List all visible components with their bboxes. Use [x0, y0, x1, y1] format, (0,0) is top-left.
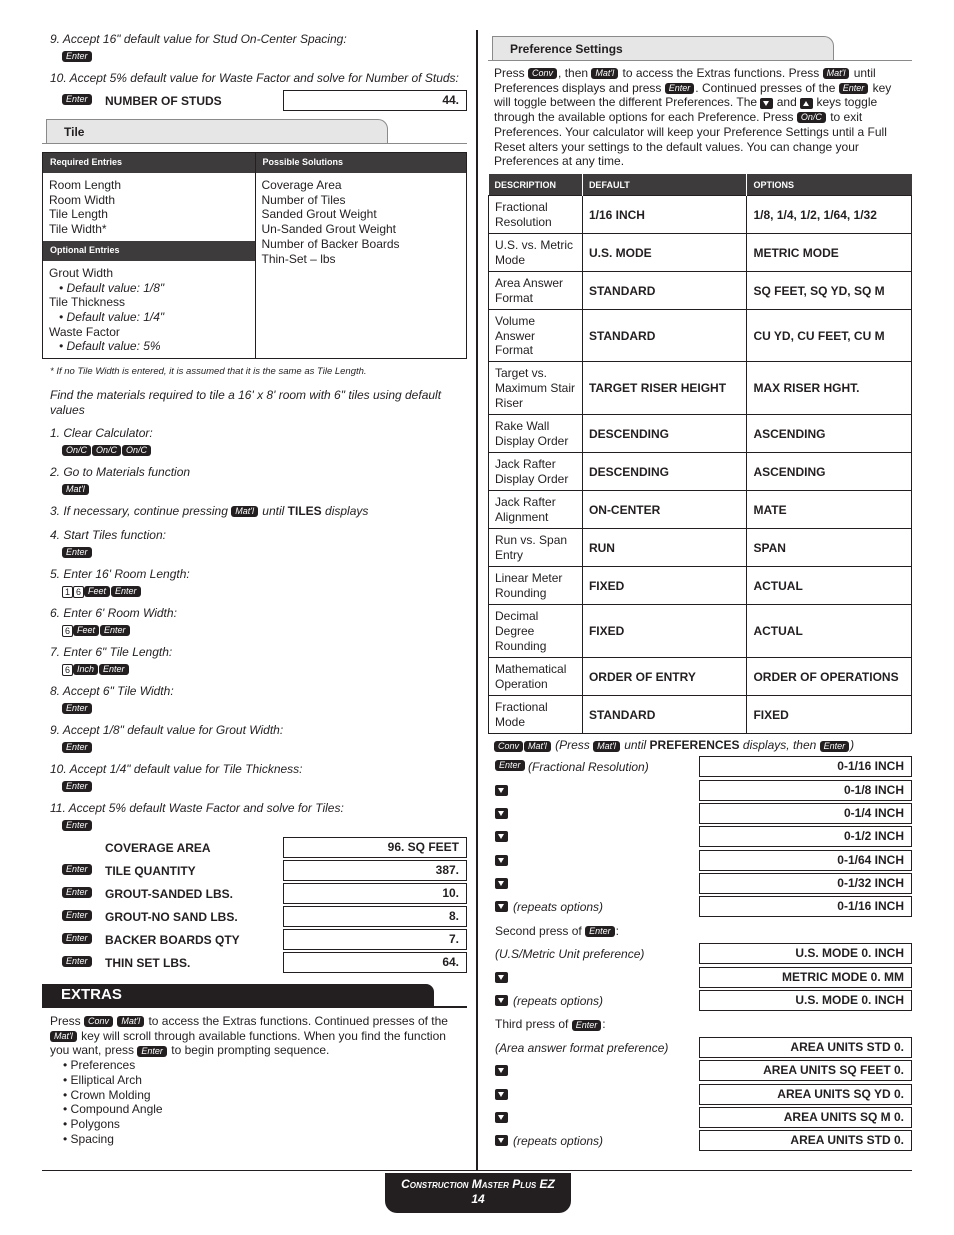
- pref-options: MATE: [747, 491, 912, 529]
- pref-options: METRIC MODE: [747, 234, 912, 272]
- pref-options: ACTUAL: [747, 567, 912, 605]
- sequence-label: (Fractional Resolution): [528, 760, 649, 775]
- pref-description: U.S. vs. Metric Mode: [489, 234, 583, 272]
- table-row: [489, 529, 912, 567]
- step-8: 8. Accept 6" Tile Width:: [50, 684, 174, 699]
- feet-key: Feet: [84, 586, 110, 597]
- pref-options: 1/8, 1/4, 1/2, 1/64, 1/32: [747, 196, 912, 234]
- sequence-intro: Conv Mat'l (Press Mat'l until PREFERENCES displays, then Enter ): [488, 738, 912, 753]
- table-row: [489, 567, 912, 605]
- sequence-row: [488, 895, 912, 918]
- list-item: • Preferences: [63, 1058, 136, 1073]
- extras-description: Press Conv Mat'l to access the Extras functions. Continued presses of the Mat'l key will scroll through available functions. When you find the function you want, press Enter to begin prompting sequence.: [50, 1014, 448, 1058]
- enter-key: Enter: [99, 664, 129, 675]
- sequence-row: [488, 849, 912, 872]
- sequence-row: [488, 825, 912, 848]
- step-3: 3. If necessary, continue pressing Mat'l until TILES displays: [50, 504, 369, 519]
- enter-key: Enter: [62, 742, 92, 753]
- enter-key: Enter: [62, 703, 92, 714]
- table-row: [489, 658, 912, 696]
- tile-footnote: * If no Tile Width is entered, it is assumed that it is the same as Tile Length.: [50, 366, 367, 378]
- enter-key: Enter: [62, 956, 92, 967]
- conv-key: Conv: [84, 1016, 113, 1027]
- sequence-row: [488, 1083, 912, 1106]
- enter-key: Enter: [62, 933, 92, 944]
- sequence-row: [488, 872, 912, 895]
- digit-key: 6: [62, 625, 73, 637]
- enter-key: Enter: [495, 760, 525, 771]
- down-arrow-icon: [495, 901, 508, 912]
- pref-description: Decimal Degree Rounding: [489, 605, 583, 658]
- down-arrow-icon: [495, 1089, 508, 1100]
- required-entries-list: Room Length Room Width Tile Length Tile Width*: [49, 178, 122, 237]
- tile-entries-table: [42, 152, 467, 359]
- down-arrow-icon: [495, 831, 508, 842]
- conv-key: Conv: [494, 741, 523, 752]
- sequence-row: [488, 942, 912, 965]
- table-row: [489, 272, 912, 310]
- enter-key: Enter: [100, 625, 130, 636]
- table-row: [489, 415, 912, 453]
- conv-key: Conv: [528, 68, 557, 79]
- preference-intro: Press Conv , then Mat'l to access the Extras functions. Press Mat'l until Preferences displays and press Enter . Continued presses of the Enter key will toggle between the different Preferences. The and keys toggle through the available options for each Preference. Press On/C to exit Preferences. Your calculator will keep your Preference Settings until a Full Reset alters your settings to the default values. You can change your Preferences at any time.: [494, 66, 892, 169]
- pref-default: STANDARD: [582, 696, 747, 734]
- pref-description: Run vs. Span Entry: [489, 529, 583, 567]
- sequence-label: (repeats options): [513, 900, 604, 915]
- feet-key: Feet: [73, 625, 99, 636]
- step-10: 10. Accept 1/4" default value for Tile Thickness:: [50, 762, 303, 777]
- footer-title: Construction Master Plus EZ: [401, 1177, 555, 1191]
- enter-key: Enter: [62, 547, 92, 558]
- on-c-key: On/C: [797, 112, 826, 123]
- pref-default: TARGET RISER HEIGHT: [582, 362, 747, 415]
- list-item: • Spacing: [63, 1131, 114, 1146]
- matl-key: Mat'l: [823, 68, 850, 79]
- table-row: [489, 696, 912, 734]
- optional-entries-list: Grout Width • Default value: 1/8" Tile Thickness • Default value: 1/4" Waste Factor • Default value: 5%: [49, 265, 165, 354]
- table-header-row: DESCRIPTION DEFAULT OPTIONS: [489, 174, 912, 196]
- down-arrow-icon: [495, 1065, 508, 1076]
- result-row: Enter GROUT-NO SAND LBS. 8.: [42, 906, 467, 929]
- optional-entries-header: Optional Entries: [43, 241, 255, 261]
- footer-rule: [42, 1170, 912, 1171]
- step-1: 1. Clear Calculator:: [50, 426, 153, 441]
- enter-key: Enter: [111, 586, 141, 597]
- pref-description: Area Answer Format: [489, 272, 583, 310]
- pref-description: Jack Rafter Alignment: [489, 491, 583, 529]
- down-arrow-icon: [495, 808, 508, 819]
- example-intro: Find the materials required to tile a 16' x 8' room with 6" tiles using default values: [50, 388, 442, 418]
- enter-key: Enter: [62, 51, 92, 62]
- sequence-value: AREA UNITS SQ YD 0.: [699, 1084, 912, 1105]
- list-item: • Polygons: [63, 1116, 120, 1131]
- sequence-value: AREA UNITS STD 0.: [699, 1037, 912, 1058]
- table-row: [489, 234, 912, 272]
- table-row: [489, 310, 912, 362]
- matl-key: Mat'l: [524, 741, 551, 752]
- result-row: Enter BACKER BOARDS QTY 7.: [42, 929, 467, 952]
- sequence-value: 0-1/8 INCH: [699, 780, 912, 801]
- preference-table: [488, 174, 912, 735]
- sequence-row: Second press of Enter :: [495, 923, 619, 938]
- sequence-value: U.S. MODE 0. INCH: [699, 943, 912, 964]
- enter-key: Enter: [62, 781, 92, 792]
- pref-options: SQ FEET, SQ YD, SQ M: [747, 272, 912, 310]
- intro-step-9: 9. Accept 16" default value for Stud On-Center Spacing:: [50, 32, 347, 46]
- tile-section-header: [42, 119, 467, 144]
- sequence-row: [488, 1059, 912, 1082]
- possible-solutions-header: Possible Solutions: [256, 153, 467, 173]
- table-row: [489, 362, 912, 415]
- tile-results: [42, 837, 467, 975]
- sequence-row: [488, 779, 912, 802]
- pref-options: ASCENDING: [747, 453, 912, 491]
- tile-section-title: Tile: [46, 119, 388, 143]
- column-divider: [476, 30, 478, 1170]
- right-column: [488, 30, 912, 1153]
- sequence-row: [488, 755, 912, 778]
- pref-default: RUN: [582, 529, 747, 567]
- preference-section-title: Preference Settings: [492, 36, 834, 60]
- digit-key: 6: [73, 586, 84, 598]
- sequence-value: 0-1/4 INCH: [699, 803, 912, 824]
- down-arrow-icon: [495, 1112, 508, 1123]
- required-entries-header: Required Entries: [43, 153, 255, 173]
- enter-key: Enter: [820, 741, 850, 752]
- matl-key: Mat'l: [591, 68, 618, 79]
- pref-default: ON-CENTER: [582, 491, 747, 529]
- pref-default: STANDARD: [582, 310, 747, 362]
- pref-description: Rake Wall Display Order: [489, 415, 583, 453]
- list-item: • Compound Angle: [63, 1102, 163, 1117]
- digit-key: 6: [62, 664, 73, 676]
- down-arrow-icon: [495, 1135, 508, 1146]
- sequence-row: [488, 1129, 912, 1152]
- down-arrow-icon: [495, 855, 508, 866]
- sequence-label: (Area answer format preference): [495, 1040, 669, 1055]
- pref-options: CU YD, CU FEET, CU M: [747, 310, 912, 362]
- down-arrow-icon: [495, 785, 508, 796]
- step-2: 2. Go to Materials function: [50, 465, 191, 480]
- sequence-value: AREA UNITS SQ FEET 0.: [699, 1060, 912, 1081]
- page-number: 14: [471, 1192, 485, 1206]
- sequence-value: 0-1/64 INCH: [699, 850, 912, 871]
- pref-description: Fractional Mode: [489, 696, 583, 734]
- matl-key: Mat'l: [117, 1016, 144, 1027]
- matl-key: Mat'l: [50, 1031, 77, 1042]
- pref-options: ASCENDING: [747, 415, 912, 453]
- result-row: Enter THIN SET LBS. 64.: [42, 952, 467, 975]
- tile-steps: [42, 426, 467, 834]
- matl-key: Mat'l: [62, 484, 89, 495]
- list-item: • Elliptical Arch: [63, 1072, 142, 1087]
- step-6: 6. Enter 6' Room Width:: [50, 606, 177, 621]
- sequence-value: AREA UNITS SQ M 0.: [699, 1107, 912, 1128]
- pref-description: Target vs. Maximum Stair Riser: [489, 362, 583, 415]
- enter-key: Enter: [62, 887, 92, 898]
- preference-section-header: [488, 36, 912, 61]
- pref-options: ORDER OF OPERATIONS: [747, 658, 912, 696]
- up-arrow-icon: [800, 98, 813, 109]
- possible-solutions-list: Coverage Area Number of Tiles Sanded Grout Weight Un-Sanded Grout Weight Number of Backer Boards Thin-Set – lbs: [261, 178, 400, 266]
- enter-key: Enter: [62, 910, 92, 921]
- pref-default: DESCENDING: [582, 453, 747, 491]
- enter-key: Enter: [62, 94, 92, 105]
- sequence-rows: [488, 755, 912, 1153]
- inch-key: Inch: [73, 664, 98, 675]
- enter-key: Enter: [62, 820, 92, 831]
- sequence-label: (repeats options): [513, 994, 604, 1009]
- pref-description: Jack Rafter Display Order: [489, 453, 583, 491]
- extras-section-header: [42, 984, 467, 1008]
- pref-default: FIXED: [582, 605, 747, 658]
- matl-key: Mat'l: [231, 506, 258, 517]
- footer-tab: [385, 1173, 571, 1213]
- step-4: 4. Start Tiles function:: [50, 528, 166, 543]
- enter-key: Enter: [62, 864, 92, 875]
- sequence-value: 0-1/16 INCH: [699, 896, 912, 917]
- enter-key: Enter: [839, 83, 869, 94]
- intro-step-10: 10. Accept 5% default value for Waste Factor and solve for Number of Studs:: [50, 71, 459, 85]
- pref-description: Fractional Resolution: [489, 196, 583, 234]
- sequence-label: (U.S/Metric Unit preference): [495, 947, 645, 962]
- enter-key: Enter: [665, 83, 695, 94]
- digit-key: 1: [62, 586, 73, 598]
- list-item: • Crown Molding: [63, 1087, 151, 1102]
- sequence-row: [488, 1106, 912, 1129]
- step-11: 11. Accept 5% default Waste Factor and solve for Tiles:: [50, 801, 344, 816]
- pref-description: Linear Meter Rounding: [489, 567, 583, 605]
- intro-step-9-keys: [42, 49, 467, 65]
- studs-label: NUMBER OF STUDS: [105, 94, 222, 108]
- step-7: 7. Enter 6" Tile Length:: [50, 645, 173, 660]
- sequence-value: AREA UNITS STD 0.: [699, 1130, 912, 1151]
- sequence-value: U.S. MODE 0. INCH: [699, 990, 912, 1011]
- table-row: [489, 196, 912, 234]
- left-column: [42, 30, 467, 1146]
- result-row: COVERAGE AREA 96. SQ FEET: [42, 837, 467, 860]
- step-5: 5. Enter 16' Room Length:: [50, 567, 190, 582]
- sequence-row: [488, 1036, 912, 1059]
- pref-options: MAX RISER HGHT.: [747, 362, 912, 415]
- studs-value: 44.: [283, 90, 467, 111]
- enter-key: Enter: [585, 926, 615, 937]
- table-row: [489, 491, 912, 529]
- extras-title: EXTRAS: [42, 984, 434, 1006]
- pref-description: Volume Answer Format: [489, 310, 583, 362]
- pref-default: ORDER OF ENTRY: [582, 658, 747, 696]
- sequence-row: [488, 989, 912, 1012]
- enter-key: Enter: [572, 1020, 602, 1031]
- pref-options: SPAN: [747, 529, 912, 567]
- down-arrow-icon: [495, 995, 508, 1006]
- on-c-key: On/C: [92, 445, 121, 456]
- sequence-row: Third press of Enter :: [495, 1017, 606, 1032]
- pref-options: ACTUAL: [747, 605, 912, 658]
- pref-description: Mathematical Operation: [489, 658, 583, 696]
- table-row: [489, 453, 912, 491]
- sequence-value: 0-1/2 INCH: [699, 826, 912, 847]
- step-9: 9. Accept 1/8" default value for Grout Width:: [50, 723, 284, 738]
- on-c-key: On/C: [62, 445, 91, 456]
- sequence-row: [488, 966, 912, 989]
- table-row: [489, 605, 912, 658]
- sequence-value: 0-1/16 INCH: [699, 756, 912, 777]
- result-row: Enter TILE QUANTITY 387.: [42, 860, 467, 883]
- pref-options: FIXED: [747, 696, 912, 734]
- on-c-key: On/C: [122, 445, 151, 456]
- sequence-row: [488, 802, 912, 825]
- pref-default: 1/16 INCH: [582, 196, 747, 234]
- sequence-value: METRIC MODE 0. MM: [699, 967, 912, 988]
- down-arrow-icon: [495, 972, 508, 983]
- matl-key: Mat'l: [593, 741, 620, 752]
- down-arrow-icon: [495, 878, 508, 889]
- studs-result-row: [42, 90, 467, 113]
- pref-default: FIXED: [582, 567, 747, 605]
- pref-default: U.S. MODE: [582, 234, 747, 272]
- sequence-value: 0-1/32 INCH: [699, 873, 912, 894]
- pref-default: DESCENDING: [582, 415, 747, 453]
- pref-default: STANDARD: [582, 272, 747, 310]
- sequence-label: (repeats options): [513, 1134, 604, 1149]
- extras-list: [42, 1058, 467, 1146]
- down-arrow-icon: [760, 98, 773, 109]
- result-row: Enter GROUT-SANDED LBS. 10.: [42, 883, 467, 906]
- enter-key: Enter: [137, 1046, 167, 1057]
